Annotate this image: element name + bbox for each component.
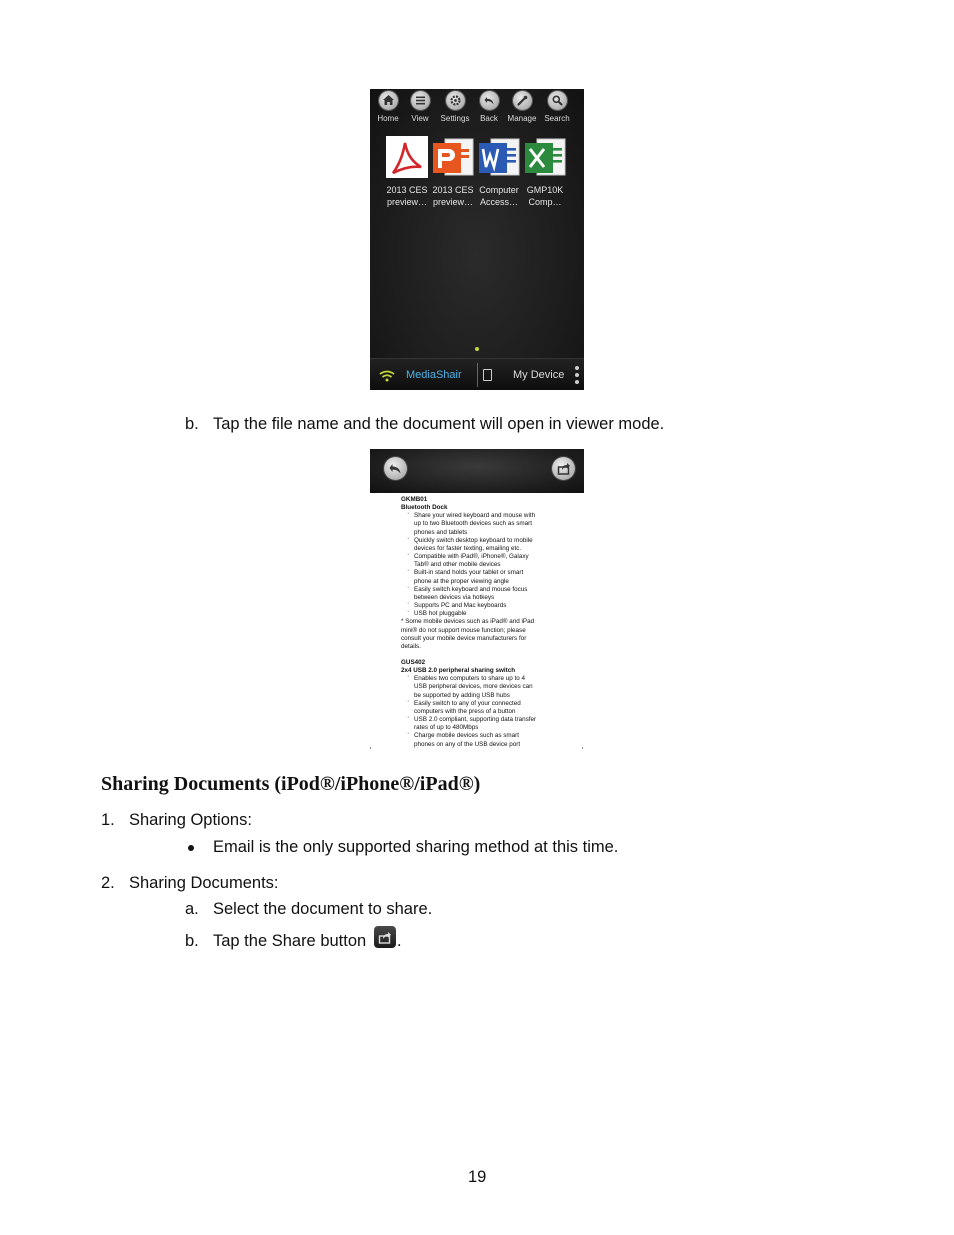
mediashair-tab[interactable]: MediaShair xyxy=(406,369,462,381)
document-continuation-line: Tab® and other mobile devices xyxy=(414,561,501,569)
more-options-icon[interactable] xyxy=(575,366,579,386)
viewer-share-button[interactable] xyxy=(552,457,575,480)
toolbar-label: Back xyxy=(480,114,498,123)
document-continuation-line: phones on any of the USB device port xyxy=(414,740,521,748)
document-bullet-line: · Enables two computers to share up to 4 xyxy=(401,675,571,683)
document-bullet-line: · Easily switch keyboard and mouse focus xyxy=(401,586,571,594)
corner-mark xyxy=(582,747,583,749)
page-indicator xyxy=(475,347,479,351)
corner-mark xyxy=(370,747,371,749)
document-heading-line: GUS402 xyxy=(401,658,426,666)
file-item[interactable] xyxy=(476,135,522,208)
document-viewer-content xyxy=(401,496,571,749)
document-bullet-line: · Charge mobile devices such as smart xyxy=(401,732,571,740)
home-icon xyxy=(379,91,398,110)
document-note-line: consult your mobile device manufacturers for xyxy=(401,634,527,642)
view-list-icon xyxy=(411,91,430,110)
document-heading-line: Bluetooth Dock xyxy=(401,504,448,512)
viewer-toolbar xyxy=(370,449,584,493)
divider xyxy=(477,363,478,387)
document-bullet-line: · USB 2.0 compliant, supporting data transfer xyxy=(401,716,571,724)
document-note-line: mini® do not support mouse function; please xyxy=(401,626,526,634)
share-icon xyxy=(552,457,575,480)
list-marker: b. xyxy=(185,415,199,433)
toolbar-label: Home xyxy=(377,114,399,123)
list-marker: b. xyxy=(185,932,199,950)
toolbar-search-button[interactable] xyxy=(539,91,575,123)
document-heading-line: 2x4 USB 2.0 peripheral sharing switch xyxy=(401,667,516,675)
document-continuation-line: be supported by adding USB hubs xyxy=(414,691,510,699)
list-marker: a. xyxy=(185,900,199,918)
file-item[interactable] xyxy=(522,135,568,208)
document-bullet-line: · Compatible with iPad®, iPhone®, Galaxy xyxy=(401,553,571,561)
file-item[interactable] xyxy=(430,135,476,208)
device-icon xyxy=(483,369,492,381)
list-item-text: Sharing Options: xyxy=(129,811,252,829)
document-continuation-line: up to two Bluetooth devices such as smart xyxy=(414,520,532,528)
back-arrow-icon xyxy=(480,91,499,110)
list-marker: 2. xyxy=(101,874,115,892)
toolbar-label: Settings xyxy=(440,114,470,123)
document-bullet-line: · Supports PC and Mac keyboards xyxy=(401,602,571,610)
step-text: Tap the file name and the document will open in viewer mode. xyxy=(213,415,665,433)
document-bullet-line: · Share your wired keyboard and mouse with xyxy=(401,512,571,520)
app-screenshot-file-browser xyxy=(370,89,584,390)
viewer-back-button[interactable] xyxy=(384,457,407,480)
document-bullet-line: · Built-in stand holds your tablet or smart xyxy=(401,569,571,577)
list-marker: 1. xyxy=(101,811,115,829)
file-grid xyxy=(382,135,582,205)
page-number: 19 xyxy=(468,1168,487,1186)
back-arrow-icon xyxy=(384,457,407,480)
document-continuation-line: computers with the press of a button xyxy=(414,707,516,715)
pdf-file-icon xyxy=(385,135,429,179)
file-name[interactable]: GMP10K Comp… xyxy=(526,185,564,207)
toolbar-view-button[interactable] xyxy=(402,91,438,123)
section-title: Sharing Documents (iPod®/iPhone®/iPad®) xyxy=(101,773,481,795)
list-item-text: Sharing Documents: xyxy=(129,874,279,892)
share-icon xyxy=(374,926,396,948)
list-item-text: Select the document to share. xyxy=(213,900,433,918)
bullet-icon xyxy=(188,845,194,851)
search-icon xyxy=(548,91,567,110)
my-device-tab[interactable]: My Device xyxy=(513,369,565,381)
toolbar-manage-button[interactable] xyxy=(504,91,540,123)
toolbar-settings-button[interactable] xyxy=(437,91,473,123)
file-name[interactable]: Computer Access… xyxy=(479,185,519,207)
document-continuation-line: phones and tablets xyxy=(414,528,468,536)
file-item[interactable] xyxy=(384,135,430,208)
toolbar-home-button[interactable] xyxy=(370,91,406,123)
sentence-period: . xyxy=(397,932,402,950)
toolbar-label: Manage xyxy=(507,114,537,123)
wifi-icon xyxy=(379,369,395,381)
toolbar-back-button[interactable] xyxy=(471,91,507,123)
powerpoint-file-icon xyxy=(431,135,475,179)
document-continuation-line: between devices via hotkeys xyxy=(414,593,495,601)
wrench-icon xyxy=(513,91,532,110)
document-bullet-line: · Quickly switch desktop keyboard to mobile xyxy=(401,537,571,545)
document-bullet-line: · USB hot pluggable xyxy=(401,610,571,618)
list-item-text: Tap the Share button xyxy=(213,932,367,950)
file-name[interactable]: 2013 CES preview… xyxy=(386,185,428,207)
document-note-line: details. xyxy=(401,642,421,650)
line-gap xyxy=(401,651,571,659)
document-continuation-line: USB peripheral devices, more devices can xyxy=(414,683,533,691)
document-note-line: * Some mobile devices such as iPad® and iPad xyxy=(401,618,535,626)
document-continuation-line: phone at the proper viewing angle xyxy=(414,577,509,585)
document-heading-line: GKMB01 xyxy=(401,496,428,503)
document-continuation-line: devices for faster texting, emailing etc. xyxy=(414,544,522,552)
toolbar-label: View xyxy=(411,114,429,123)
file-name[interactable]: 2013 CES preview… xyxy=(432,185,474,207)
app-toolbar xyxy=(370,89,584,129)
document-bullet-line: · Easily switch to any of your connected xyxy=(401,700,571,708)
excel-file-icon xyxy=(523,135,567,179)
document-continuation-line: rates of up to 480Mbps xyxy=(414,724,479,732)
word-file-icon xyxy=(477,135,521,179)
gear-icon xyxy=(446,91,465,110)
bullet-text: Email is the only supported sharing method at this time. xyxy=(213,838,619,856)
app-screenshot-viewer xyxy=(370,449,584,750)
toolbar-label: Search xyxy=(544,114,570,123)
app-bottom-bar xyxy=(370,358,584,390)
